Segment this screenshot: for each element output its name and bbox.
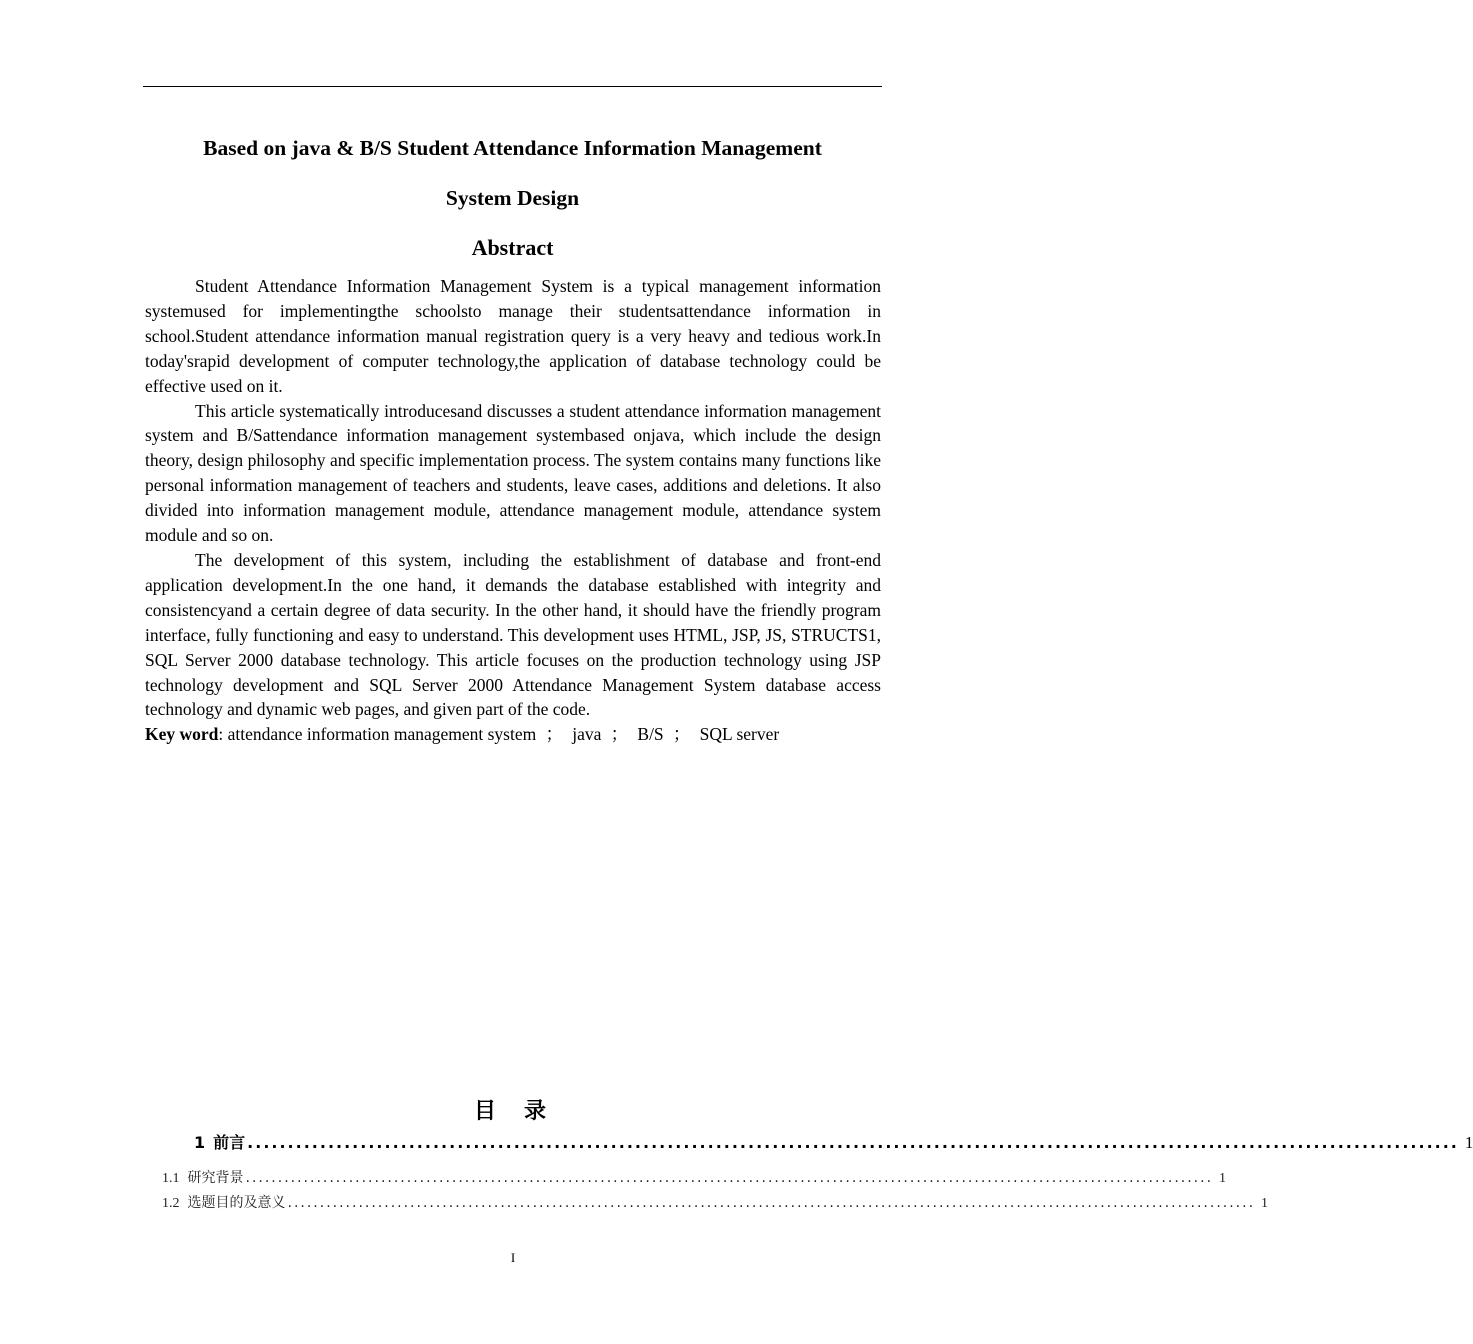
toc-entry[interactable] — [162, 1167, 1227, 1187]
toc-entry-page: 1 — [1219, 1171, 1227, 1186]
title-line-2: System Design — [445, 186, 580, 210]
footer-page-number: I — [510, 1250, 516, 1265]
toc-entry[interactable] — [162, 1192, 1269, 1212]
keyword-separator: ； — [610, 724, 629, 745]
keyword-separator: ； — [672, 724, 691, 745]
toc-entry-number: 1 — [194, 1133, 206, 1152]
keyword: attendance information management system — [227, 724, 537, 745]
title-line-1: Based on java & B/S Student Attendance Information Management — [203, 136, 822, 160]
keywords-line — [145, 722, 881, 747]
toc-leader-dots: ...................................................................................................................................................... — [247, 1133, 1459, 1152]
toc-entry-label: 选题目的及意义 — [187, 1195, 286, 1211]
toc-leader-dots: ...................................................................................................................................................... — [287, 1195, 1256, 1211]
toc-entry-number: 1.1 — [162, 1171, 180, 1186]
toc-entry[interactable] — [194, 1130, 1473, 1153]
abstract-paragraph: The development of this system, including the establishment of database and front-end application development.In the one hand, it demands the database established with integrity and consistencyand a certain degree of data security. In the other hand, it should have the friendly program interface, fully functioning and easy to understand. This development uses HTML, JSP, JS, STRUCTS1, SQL Server 2000 database technology. This article focuses on the production technology using JSP technology development and SQL Server 2000 Attendance Management System database access technology and dynamic web pages, and given part of the code. — [145, 549, 881, 720]
abstract-paragraph: Student Attendance Information Management System is a typical management information systemused for implementingthe schoolsto manage their studentsattendance information in school.Student attendance information manual registration query is a very heavy and tedious work.In today'srapid development of computer technology,the application of database technology could be effective used on it. — [145, 276, 881, 396]
keyword: B/S — [637, 724, 664, 745]
toc-leader-dots: ...................................................................................................................................................... — [245, 1170, 1214, 1186]
abstract-heading: Abstract — [471, 235, 554, 260]
toc-entry-number: 1.2 — [162, 1196, 180, 1211]
toc-entry-page: 1 — [1261, 1196, 1269, 1211]
keyword: SQL server — [699, 724, 780, 745]
keyword-separator: ； — [545, 724, 563, 745]
toc-title: 目录 — [473, 1099, 574, 1124]
toc-entry-label: 研究背景 — [187, 1170, 244, 1186]
keywords-colon: : — [218, 724, 228, 745]
keyword: java — [572, 724, 602, 745]
abstract-body — [145, 274, 881, 747]
abstract-paragraph: This article systematically introducesand discusses a student attendance information management system and B/Sattendance information management systembased onjava, which include the design theory, design philosophy and specific implementation process. The system contains many functions like personal information management of teachers and students, leave cases, additions and deletions. It also divided into information management module, attendance management module, attendance system module and so on. — [145, 400, 881, 546]
header-rule — [143, 86, 882, 87]
toc-entry-page: 1 — [1464, 1133, 1473, 1152]
toc-entry-label: 前言 — [213, 1133, 246, 1152]
keywords-label: Key word — [145, 724, 219, 745]
